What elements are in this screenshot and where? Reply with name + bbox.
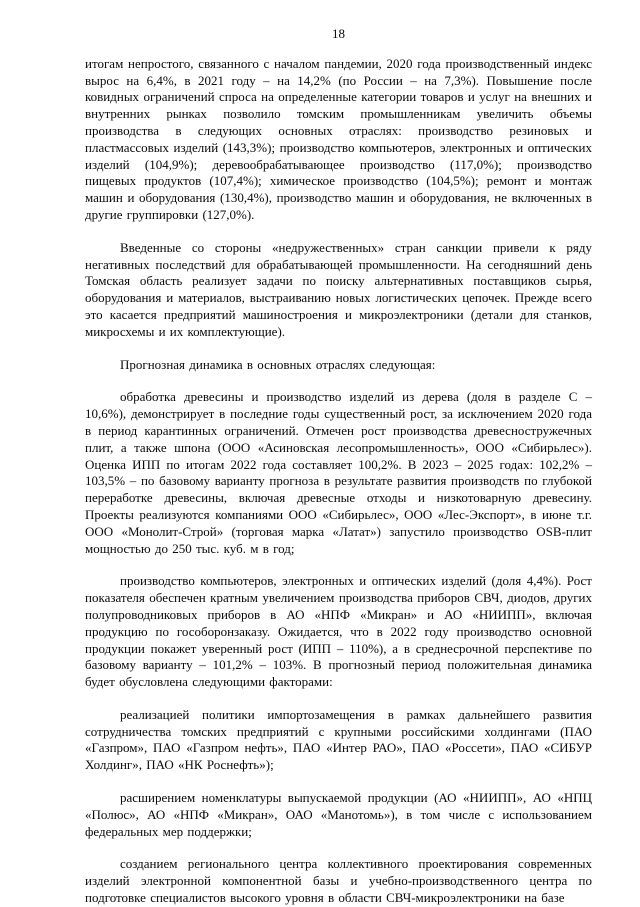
paragraph-import-substitution: реализацией политики импортозамещения в рамках дальнейшего развития сотрудничества томских предприятий с крупными российскими холдингами (ПАО «Газпром», ПАО «Газпром нефть», ПАО «Интер РАО», ПАО «Россети», ПАО «СИБУР Холдинг», ПАО «НК Роснефть»);: [85, 706, 592, 773]
paragraph-forecast-intro: Прогнозная динамика в основных отраслях следующая:: [120, 356, 436, 372]
page-number: 18: [332, 26, 345, 41]
paragraph-wood-processing: обработка древесины и производство изделий из дерева (доля в разделе С – 10,6%), демонстрирует в последние годы существенный рост, за исключением 2020 года в период карантинных ограничений. Отмечен рост производства древесностружечных плит, а также шпона (ООО «Асиновская лесопромышленность», ООО «Сибирьлес»). Оценка ИПП по итогам 2022 года составляет 100,2%. В 2023 – 2025 годах: 102,2% – 103,5% – по базовому варианту прогноза в результате развития производств по глубокой переработке древесины, включая древесные отходы и низкотоварную древесину. Проекты реализуются компаниями ООО «Сибирьлес», ООО «Лес-Экспорт», в июне т.г. ООО «Монолит-Строй» (торговая марка «Латат») запустило производство OSB-плит мощностью до 250 тыс. куб. м в год;: [85, 389, 592, 556]
paragraph-computers-electronics: производство компьютеров, электронных и оптических изделий (доля 4,4%). Рост показателя обеспечен кратным увеличением производства приборов СВЧ, диодов, других полупроводниковых приборов в АО «НПФ «Микран» и АО «НИИПП», включая продукцию по гособоронзаказу. Ожидается, что в 2022 году производство основной продукции покажет уверенный рост (ИПП – 110%), а в среднесрочной перспективе по базовому варианту – 101,2% – 103%. В прогнозный период положительная динамика будет обусловлена следующими факторами:: [85, 573, 592, 690]
paragraph-product-range: расширением номенклатуры выпускаемой продукции (АО «НИИПП», АО «НПЦ «Полюс», АО «НПФ «Микран», ОАО «Манотомь»), в том числе с использованием федеральных мер поддержки;: [85, 790, 592, 839]
document-body: [85, 56, 592, 907]
paragraph-regional-center: созданием регионального центра коллективного проектирования современных изделий электронной компонентной базы и учебно-производственного центра по подготовке специалистов высокого уровня в области СВЧ-микроэлектроники на базе: [85, 856, 592, 906]
paragraph-sanctions: Введенные со стороны «недружественных» стран санкции привели к ряду негативных последствий для обрабатывающей промышленности. На сегодняшний день Томская область реализует задачи по поиску альтернативных поставщиков сырья, оборудования и материалов, выстраиванию новых логистических цепочек. Прежде всего это касается предприятий машиностроения и микроэлектроники (детали для станков, микросхемы и их комплектующие).: [85, 239, 592, 339]
paragraph-production-index: итогам непростого, связанного с началом пандемии, 2020 года производственный индекс вырос на 6,4%, в 2021 году – на 14,2% (по России – на 7,3%). Повышение после ковидных ограничений спроса на определенные категории товаров и услуг на внешних и внутренних рынках позволило томским промышленникам увеличить объемы производства в следующих основных отраслях: производство резиновых и пластмассовых изделий (143,3%); производство компьютеров, электронных и оптических изделий (104,9%); деревообрабатывающее производство (117,0%); производство пищевых продуктов (107,4%); химическое производство (104,5%); ремонт и монтаж машин и оборудования (130,4%), производство машин и оборудования, не включенных в другие группировки (127,0%).: [85, 55, 592, 222]
